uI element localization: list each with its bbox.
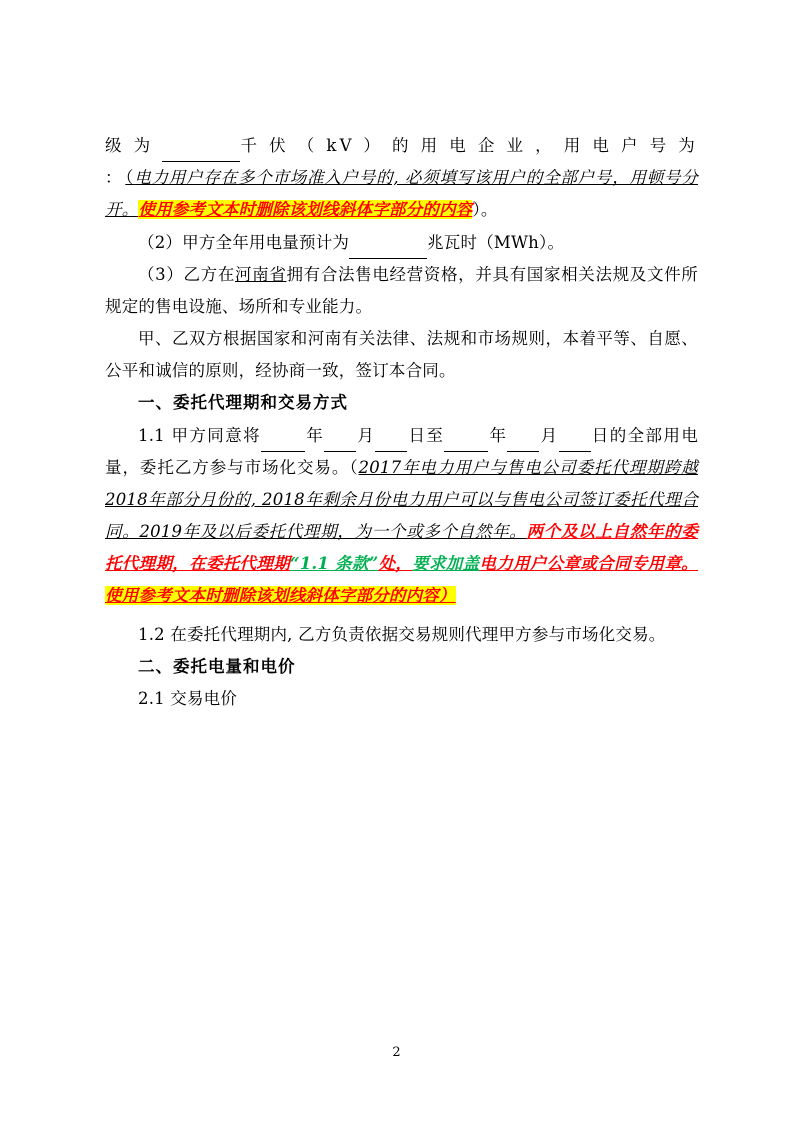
party-b-pre: （3）乙方在 xyxy=(138,264,235,284)
annual-consumption-post: 兆瓦时（MWh）。 xyxy=(427,232,565,252)
red-note-multi-year-2: 处， xyxy=(378,554,413,574)
italic-note-transition-period: 2017年电力用户与售电公司委托代理期跨越2018年部分月份的, 2018年剩余月份电力用户可以与售电公司签订委托代理合同。2019年及以后委托代理期，为一个或多个自然年。 xyxy=(105,457,698,542)
end-month-field[interactable] xyxy=(507,432,539,452)
heading-section-two-text: 二、委托电量和电价 xyxy=(138,656,296,676)
highlight-note-delete-italic-2: 使用参考文本时删除该划线斜体字部分的内容） xyxy=(105,586,456,606)
agreement-basis-text: 甲、乙双方根据国家和河南有关法律、法规和市场规则，本着平等、自愿、公平和诚信的原则，经协商一致，签订本合同。 xyxy=(105,329,698,381)
paren-open: （ xyxy=(125,168,135,188)
end-day-field[interactable] xyxy=(559,432,591,452)
paragraph-annual-consumption xyxy=(105,227,698,259)
green-note-clause-ref: “1.1 条款” xyxy=(290,554,379,574)
clause-1-1-pre: 1.1 甲方同意将 xyxy=(138,425,262,445)
red-note-multi-year-3: 电力用户公章或合同专用章。 xyxy=(479,554,698,574)
party-b-post: 拥有合法售电经营资格，并具有国家相关法规及文件所规定的售电设施、场所和专业能力。 xyxy=(105,264,698,316)
start-month-field[interactable] xyxy=(324,432,356,452)
heading-section-one-text: 一、委托代理期和交易方式 xyxy=(138,393,348,413)
annual-consumption-pre: （2）甲方全年用电量预计为 xyxy=(138,232,350,252)
paragraph-agreement-basis xyxy=(105,323,698,387)
paragraph-party-b-qualification xyxy=(105,259,698,323)
clause-1-2-text: 1.2 在委托代理期内, 乙方负责依据交易规则代理甲方参与市场化交易。 xyxy=(138,624,666,644)
voltage-blank-field[interactable] xyxy=(162,142,240,162)
heading-section-two xyxy=(105,651,698,683)
red-note-multi-year-1: 两个及以上自然年的委托代理期，在委托代理期 xyxy=(105,522,698,574)
page-number: 2 xyxy=(392,1045,401,1060)
highlight-note-delete-italic-1: 使用参考文本时删除该划线斜体字部分的内容 xyxy=(138,200,473,220)
start-year-field[interactable] xyxy=(261,432,305,452)
start-month-label: 月 xyxy=(356,425,376,445)
paragraph-voltage-mid: 千 伏 （ kV ） 的 用 电 企 业 ， 用 电 户 号 为 ： xyxy=(105,136,698,188)
clause-1-1-post: 日的全部用电量，委托乙方参与市场化交易。（ xyxy=(105,425,699,477)
document-body xyxy=(105,130,698,715)
paragraph-voltage-lead: 级 为 xyxy=(105,136,163,155)
paren-close: ）。 xyxy=(472,200,498,220)
paragraph-clause-2-1 xyxy=(105,683,698,715)
start-day-label: 日至 xyxy=(407,425,445,445)
annual-consumption-blank-field[interactable] xyxy=(349,239,427,259)
heading-section-one xyxy=(105,387,698,419)
paragraph-clause-1-2 xyxy=(105,619,698,651)
end-year-field[interactable] xyxy=(444,432,488,452)
green-note-require-seal: 要求加盖 xyxy=(412,554,480,574)
start-day-field[interactable] xyxy=(375,432,407,452)
end-year-label: 年 xyxy=(488,425,508,445)
paragraph-clause-1-1 xyxy=(105,420,698,613)
italic-note-multi-account: 电力用户存在多个市场准入户号的, 必须填写该用户的全部户号，用顿号分开。 xyxy=(105,168,698,220)
paragraph-voltage-level xyxy=(105,130,698,227)
end-month-label: 月 xyxy=(539,425,559,445)
start-year-label: 年 xyxy=(305,425,325,445)
clause-2-1-text: 2.1 交易电价 xyxy=(138,688,238,708)
party-b-province-field[interactable]: 河南省 xyxy=(235,264,287,284)
